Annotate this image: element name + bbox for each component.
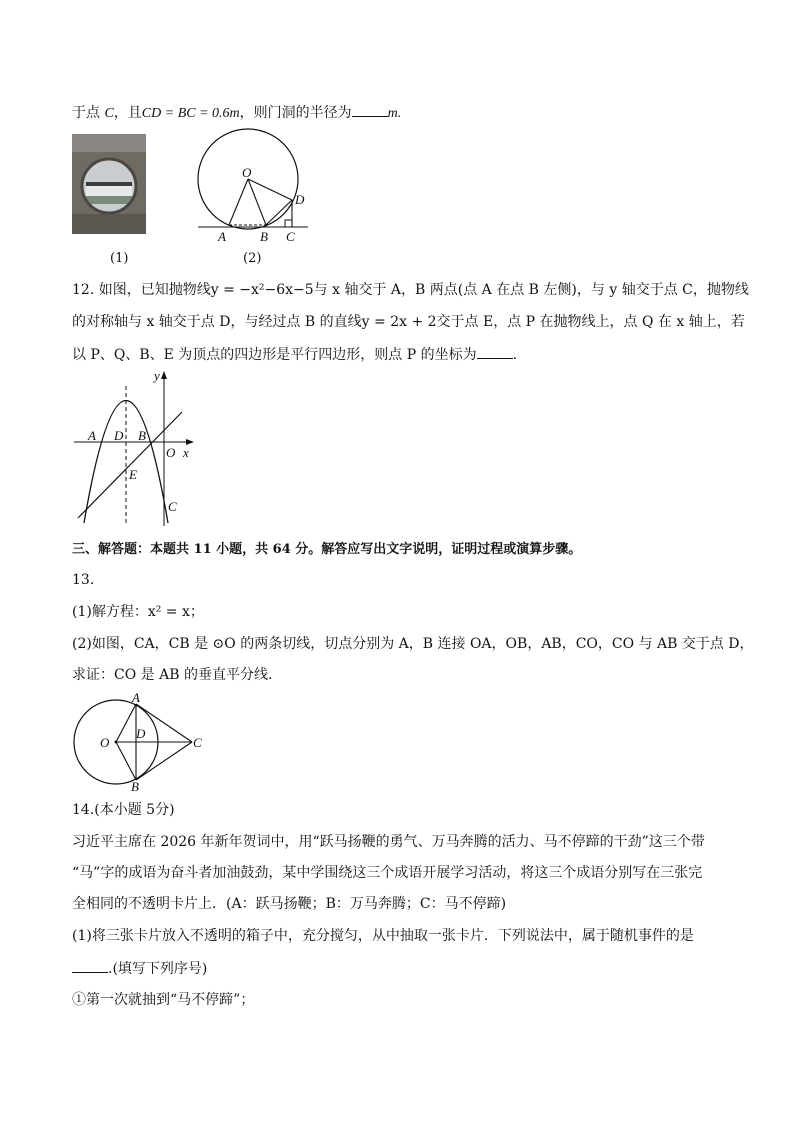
answer-blank	[72, 958, 108, 973]
tangent-figure	[70, 692, 210, 792]
q14-line-3: 全相同的不透明卡片上．(A：跃马扬鞭；B：万马奔腾；C：马不停蹄)	[72, 896, 507, 912]
circle-geometry-figure	[190, 128, 320, 246]
q11-line: 于点 C，且CD = BC = 0.6m，则门洞的半径为 m.	[72, 102, 401, 124]
section-3-heading: 三、解答题：本题共 11 小题，共 64 分。解答应写出文字说明，证明过程或演算步骤。	[72, 542, 582, 557]
fig2-label-O: O	[242, 165, 252, 180]
q14-line-2: “马”字的成语为奋斗者加油鼓劲，某中学围绕这三个成语开展学习活动，将这三个成语分别写在三张完	[72, 865, 703, 881]
fig3-label-B: B	[138, 428, 146, 443]
fig4-label-A: A	[132, 692, 140, 705]
fig3-label-O: O	[166, 445, 176, 460]
fig2-label-C: C	[286, 229, 295, 244]
fig3-label-A: A	[88, 428, 96, 443]
parabola-figure	[72, 368, 202, 528]
q13-part-2-cont: 求证：CO 是 AB 的垂直平分线.	[72, 667, 273, 683]
q12-line-1: 12. 如图，已知抛物线y = −x²−6x−5与 x 轴交于 A，B 两点(点 A 在点 B 左侧)，与 y 轴交于点 C，抛物线	[72, 282, 749, 298]
fig3-label-y: y	[154, 368, 160, 383]
fig3-label-x: x	[183, 445, 189, 460]
q14-number: 14.(本小题 5分)	[72, 802, 175, 818]
fig2-label-D: D	[295, 192, 305, 207]
fig4-label-C: C	[193, 735, 202, 750]
q14-line-5: .(填写下列序号)	[72, 958, 207, 979]
fig2-label-A: A	[218, 229, 226, 244]
fig2-label-B: B	[260, 229, 268, 244]
moon-gate-photo	[72, 134, 146, 234]
fig3-label-C: C	[168, 499, 177, 514]
q13-part-1: (1)解方程：x² = x；	[72, 604, 204, 620]
q12-line-2: 的对称轴与 x 轴交于点 D，与经过点 B 的直线y = 2x + 2交于点 E，点 P 在抛物线上，点 Q 在 x 轴上，若	[72, 314, 745, 330]
fig4-label-O: O	[100, 735, 110, 750]
q12-line-3: 以 P、Q、B、E 为顶点的四边形是平行四边形，则点 P 的坐标为 .	[72, 344, 517, 365]
fig3-label-D: D	[114, 428, 124, 443]
q13-number: 13.	[72, 572, 95, 588]
q13-part-2: (2)如图，CA，CB 是 ⊙O 的两条切线，切点分别为 A，B 连接 OA，OB，AB，CO，CO 与 AB 交于点 D，	[72, 636, 754, 652]
fig3-label-E: E	[129, 467, 137, 482]
q14-line-6: ①第一次就抽到“马不停蹄”；	[72, 992, 255, 1008]
answer-blank	[477, 344, 513, 359]
q14-line-4: (1)将三张卡片放入不透明的箱子中，充分搅匀，从中抽取一张卡片．下列说法中，属于随机事件的是	[72, 928, 694, 944]
fig4-label-B: B	[131, 779, 139, 792]
fig4-label-D: D	[136, 726, 146, 741]
figure-1-caption: (1)	[110, 251, 129, 266]
answer-blank	[352, 102, 388, 117]
figure-2-caption: (2)	[243, 251, 262, 266]
q14-line-1: 习近平主席在 2026 年新年贺词中，用“跃马扬鞭的勇气、万马奔腾的活力、马不停蹄的干劲”这三个带	[72, 834, 705, 850]
